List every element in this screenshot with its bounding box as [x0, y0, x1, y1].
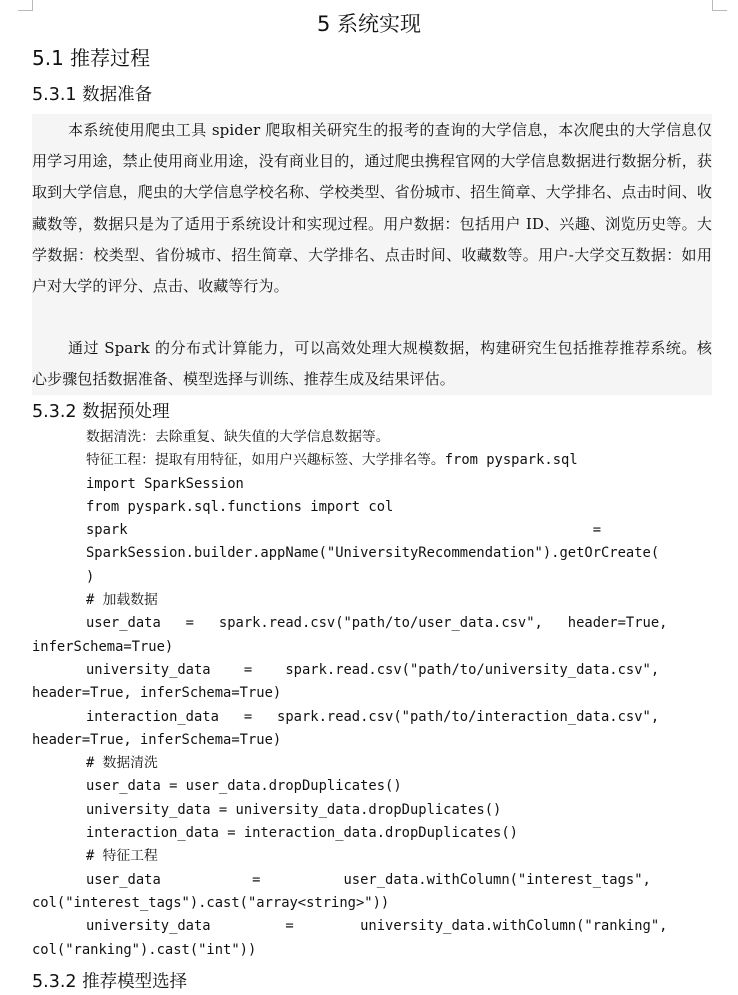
code-line: header=True, inferSchema=True) [32, 685, 282, 702]
code-line: user_data = user_data.dropDuplicates() [86, 778, 402, 795]
chapter-title: 5 系统实现 [316, 12, 422, 36]
paragraph-data-source: 本系统使用爬虫工具 spider 爬取相关研究生的报考的查询的大学信息，本次爬虫的大学信息仅用学习用途，禁止使用商业用途，没有商业目的，通过爬虫携程官网的大学信息数据进行数据分析，获取到大学信息，爬虫的大学信息学校名称、学校类型、省份城市、招生简章、大学排名、点击时间、收藏数等，数据只是为了适用于系统设计和实现过程。用户数据：包括用户 ID、兴趣、浏览历史等。大学数据：校类型、省份城市、招生简章、大学排名、点击时间、收藏数等。用户-大学交互数据：如用户对大学的评分、点击、收藏等行为。 [32, 121, 712, 296]
code-line: ) [86, 568, 95, 585]
code-line: user_data = spark.read.csv("path/to/user_data.csv", header=True, [86, 615, 668, 632]
code-line: col("ranking").cast("int")) [32, 941, 257, 958]
code-line: university_data = spark.read.csv("path/to/university_data.csv", [86, 661, 660, 678]
code-line: # 数据清洗 [86, 755, 158, 772]
code-line: interaction_data = interaction_data.dropDuplicates() [86, 825, 518, 842]
subsection-data-prep: 5.3.1 数据准备 [32, 85, 153, 105]
section-title: 5.1 推荐过程 [32, 46, 151, 70]
code-line: header=True, inferSchema=True) [32, 731, 282, 748]
paragraph-spark-intro: 通过 Spark 的分布式计算能力，可以高效处理大规模数据，构建研究生包括推荐推荐系统。核心步骤包括数据准备、模型选择与训练、推荐生成及结果评估。 [32, 339, 712, 389]
code-line: spark = [86, 522, 601, 539]
code-line: from pyspark.sql.functions import col [86, 498, 394, 515]
code-line: # 特征工程 [86, 848, 158, 865]
code-line: inferSchema=True) [32, 638, 174, 655]
code-line: col("interest_tags").cast("array<string>")) [32, 894, 390, 911]
code-line: university_data = university_data.dropDuplicates() [86, 801, 502, 818]
code-block [32, 426, 708, 962]
subsection-model-select: 5.3.2 推荐模型选择 [32, 972, 188, 992]
code-line: interaction_data = spark.read.csv("path/to/interaction_data.csv", [86, 708, 660, 725]
subsection-preprocess: 5.3.2 数据预处理 [32, 402, 170, 422]
code-line: university_data = university_data.withColumn("ranking", [86, 918, 668, 935]
code-line: import SparkSession [86, 475, 244, 492]
code-line: SparkSession.builder.appName("UniversityRecommendation").getOrCreate( [86, 545, 660, 562]
code-line: # 加载数据 [86, 592, 158, 609]
code-line: user_data = user_data.withColumn("interest_tags", [86, 871, 651, 888]
code-line: 特征工程：提取有用特征，如用户兴趣标签、大学排名等。from pyspark.sql [86, 452, 578, 469]
code-line: 数据清洗：去除重复、缺失值的大学信息数据等。 [86, 429, 390, 445]
